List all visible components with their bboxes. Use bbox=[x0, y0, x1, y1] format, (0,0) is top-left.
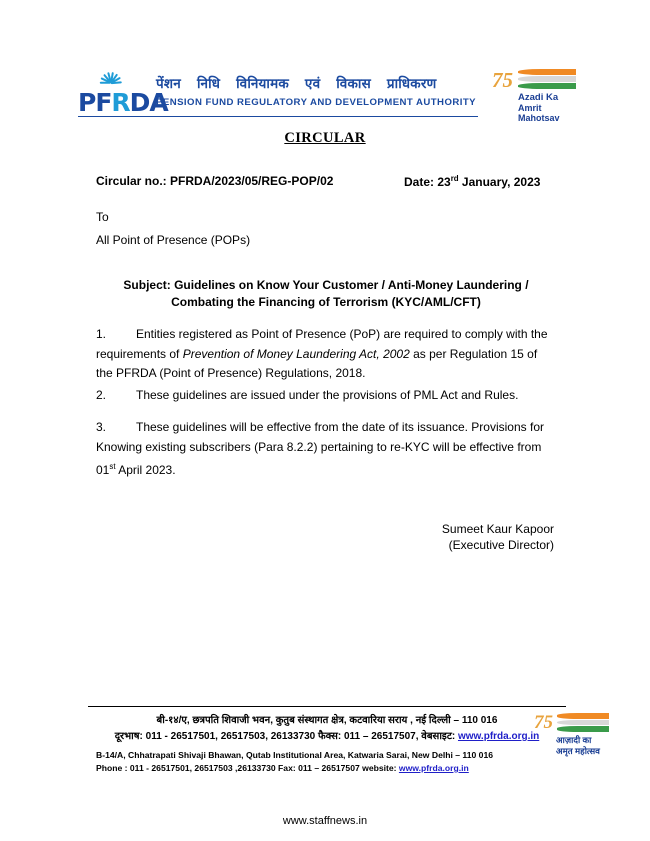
azadi-line2: Amrit Mahotsav bbox=[518, 103, 560, 123]
logo-letter-p: P bbox=[78, 88, 96, 117]
hindi-word-5: प्राधिकरण bbox=[386, 76, 437, 91]
footer-english-contact-text: Phone : 011 - 26517501, 26517503 ,26133730 Fax: 011 – 26517507 website: bbox=[96, 763, 397, 773]
footer-english-website-link[interactable]: www.pfrda.org.in bbox=[398, 763, 469, 773]
azadi-line1: Azadi Ka bbox=[518, 92, 559, 103]
header-divider bbox=[78, 116, 478, 117]
paragraph-2 bbox=[96, 386, 554, 406]
logo-letter-da: DA bbox=[129, 88, 168, 117]
watermark-text: www.staffnews.in bbox=[282, 815, 368, 827]
hindi-word-1: निधि bbox=[196, 76, 221, 91]
footer-tricolour-icon bbox=[557, 713, 609, 733]
paragraph-1 bbox=[96, 325, 554, 384]
footer-azadi-line1: आज़ादी का bbox=[556, 735, 592, 745]
paragraph-1-number: 1. bbox=[96, 327, 107, 341]
footer-azadi-logo bbox=[534, 712, 618, 760]
paragraph-3-number: 3. bbox=[96, 420, 107, 434]
footer-hindi-contact bbox=[92, 728, 562, 742]
signatory-name: Sumeet Kaur Kapoor bbox=[441, 522, 554, 536]
footer-divider bbox=[88, 706, 566, 707]
date-suffix: January, 2023 bbox=[458, 175, 541, 189]
footer-english-address: B-14/A, Chhatrapati Shivaji Bhawan, Qutab Institutional Area, Katwaria Sarai, New Delhi – 110 016 bbox=[96, 750, 494, 760]
paragraph-2-number: 2. bbox=[96, 388, 107, 402]
pfrda-logo bbox=[78, 72, 168, 120]
paragraph-1-text-b: as per Regulation 15 of the PFRDA (Point of Presence) Regulations, 2018. bbox=[96, 346, 538, 380]
hindi-word-2: विनियामक bbox=[236, 76, 289, 91]
hindi-authority-name bbox=[156, 74, 453, 92]
hindi-word-0: पेंशन bbox=[156, 76, 181, 91]
english-authority-name: PENSION FUND REGULATORY AND DEVELOPMENT AUTHORITY bbox=[156, 97, 477, 108]
logo-letter-f: F bbox=[95, 88, 112, 117]
paragraph-3-text-b: April 2023. bbox=[115, 463, 176, 477]
tricolour-icon bbox=[518, 69, 576, 91]
footer-hindi-website-link[interactable]: www.pfrda.org.in bbox=[457, 731, 540, 742]
addressee: All Point of Presence (POPs) bbox=[96, 233, 251, 247]
to-label: To bbox=[96, 210, 109, 224]
azadi-75-text: 75 bbox=[492, 68, 513, 92]
paragraph-2-text: These guidelines are issued under the provisions of PML Act and Rules. bbox=[136, 388, 519, 402]
paragraph-1-text-a: Entities registered as Point of Presence (PoP) are required to comply with the requirements of bbox=[96, 327, 548, 361]
date-ordinal-suffix: rd bbox=[450, 174, 459, 183]
document-title: CIRCULAR bbox=[284, 130, 366, 146]
paragraph-3-ordinal: st bbox=[109, 462, 116, 471]
hindi-word-3: एवं bbox=[304, 76, 321, 91]
paragraph-3-text-a: These guidelines will be effective from the date of its issuance. Provisions for Knowing existing subscribers (Para 8.2.2) pertaining to re-KYC will be effective from 01 bbox=[96, 420, 544, 477]
subject-line-2: Combating the Financing of Terrorism (KYC/AML/CFT) bbox=[171, 295, 481, 309]
footer-azadi-line2: अमृत महोत्सव bbox=[556, 746, 600, 756]
footer-azadi-75: 75 bbox=[534, 712, 553, 733]
footer-english-contact bbox=[96, 763, 469, 773]
date-prefix: Date: 23 bbox=[404, 175, 451, 189]
paragraph-1-italic: Prevention of Money Laundering Act, 2002 bbox=[182, 346, 410, 361]
subject-block bbox=[96, 277, 556, 311]
subject-line-1: Subject: Guidelines on Know Your Customer / Anti-Money Laundering / bbox=[123, 278, 529, 292]
azadi-ka-amrit-mahotsav-logo bbox=[488, 68, 578, 123]
hindi-word-4: विकास bbox=[336, 76, 371, 91]
circular-number: Circular no.: PFRDA/2023/05/REG-POP/02 bbox=[96, 174, 334, 188]
pfrda-wordmark bbox=[78, 88, 168, 117]
signatory-designation: (Executive Director) bbox=[448, 538, 554, 552]
logo-letter-r: R bbox=[111, 88, 130, 117]
footer-hindi-address: बी-१४/ए, छत्रपति शिवाजी भवन, कुतुब संस्थागत क्षेत्र, कटवारिया सराय , नई दिल्ली – 110 016 bbox=[156, 715, 498, 726]
paragraph-3 bbox=[96, 418, 554, 481]
footer-hindi-contact-text: दूरभाष: 011 - 26517501, 26517503, 26133730 फैक्स: 011 – 26517507, वेबसाइट: bbox=[114, 731, 456, 742]
circular-date bbox=[404, 174, 540, 189]
